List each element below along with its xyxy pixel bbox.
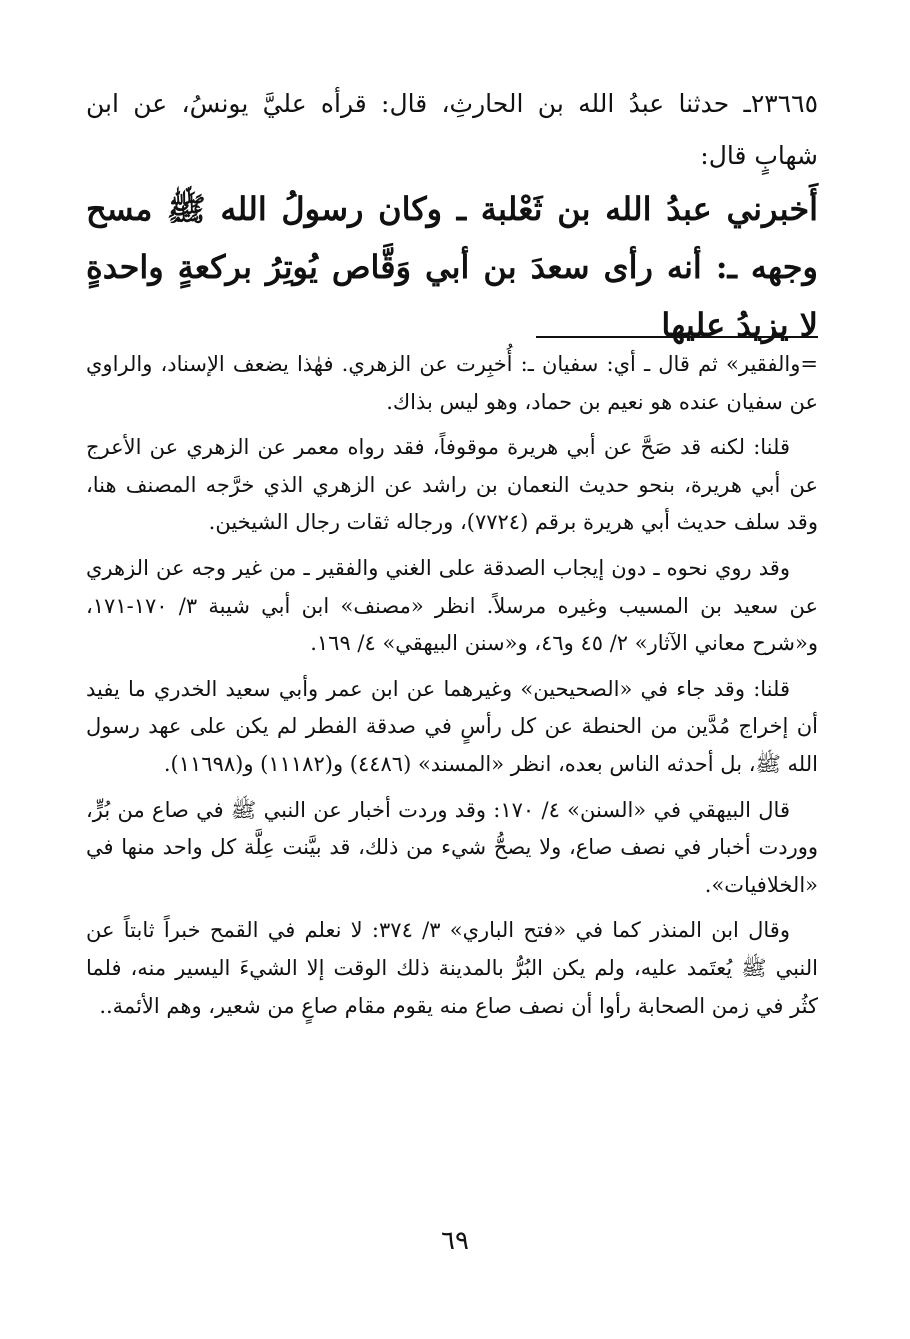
footnotes <box>86 346 818 1033</box>
footnote-paragraph: قلنا: لكنه قد صَحَّ عن أبي هريرة موقوفاً، فقد رواه معمر عن الزهري عن الأعرج عن أبي هريرة، بنحو حديث النعمان بن راشد عن الزهري الذي خرَّجه المصنف هنا، وقد سلف حديث أبي هريرة برقم (٧٧٢٤)، ورجاله ثقات رجال الشيخين. <box>86 435 818 535</box>
footnote-paragraph: قلنا: وقد جاء في «الصحيحين» وغيرهما عن ابن عمر وأبي سعيد الخدري ما يفيد أن إخراج مُدَّين من الحنطة عن كل رأسٍ في صدقة الفطر لم يكن على عهد رسول الله ﷺ، بل أحدثه الناس بعده، انظر «المسند» (٤٤٨٦) و(١١١٨٢) و(١١٦٩٨). <box>86 676 818 776</box>
hadith-matn: أَخبرني عبدُ الله بن ثَعْلبة ـ وكان رسولُ الله ﷺ مسح وجهه ـ: أنه رأى سعدَ بن أبي وَقَّاص يُوتِرُ بركعةٍ واحدةٍ لا يزيدُ عليها <box>86 190 818 344</box>
footnote-divider <box>536 336 818 338</box>
page-number: ٦٩ <box>441 1226 469 1256</box>
footnote-paragraph: وقال ابن المنذر كما في «فتح الباري» ٣/ ٣٧٤: لا نعلم في القمح خبراً ثابتاً عن النبي ﷺ يُعتَمد عليه، ولم يكن البُرُّ بالمدينة ذلك الوقت إلا الشيءَ اليسير منه، فلما كثُر في زمن الصحابة رأوا أن نصف صاع منه يقوم مقام صاعٍ من شعير، وهم الأئمة.. <box>86 918 818 1018</box>
footnote-paragraph: قال البيهقي في «السنن» ٤/ ١٧٠: وقد وردت أخبار عن النبي ﷺ في صاع من بُرٍّ، ووردت أخبار في نصف صاع، ولا يصحُّ شيء من ذلك، قد بيَّنت عِلَّة كل واحد منها في «الخلافيات». <box>86 797 818 897</box>
hadith-isnad: ٢٣٦٦٥ـ حدثنا عبدُ الله بن الحارثِ، قال: قرأه عليَّ يونسُ، عن ابن شهابٍ قال: <box>86 89 818 170</box>
footnote-paragraph: وقد روي نحوه ـ دون إيجاب الصدقة على الغني والفقير ـ من غير وجه عن الزهري عن سعيد بن المسيب وغيره مرسلاً. انظر «مصنف» ابن أبي شيبة ٣/ ١٧٠-١٧١، و«شرح معاني الآثار» ٢/ ٤٥ و٤٦، و«سنن البيهقي» ٤/ ١٦٩. <box>86 555 818 656</box>
footnote-paragraph: =والفقير» ثم قال ـ أي: سفيان ـ: أُخبِرت عن الزهري. فهٰذا يضعف الإسناد، والراوي عن سفيان عنده هو نعيم بن حماد، وهو ليس بذاك. <box>86 352 818 414</box>
